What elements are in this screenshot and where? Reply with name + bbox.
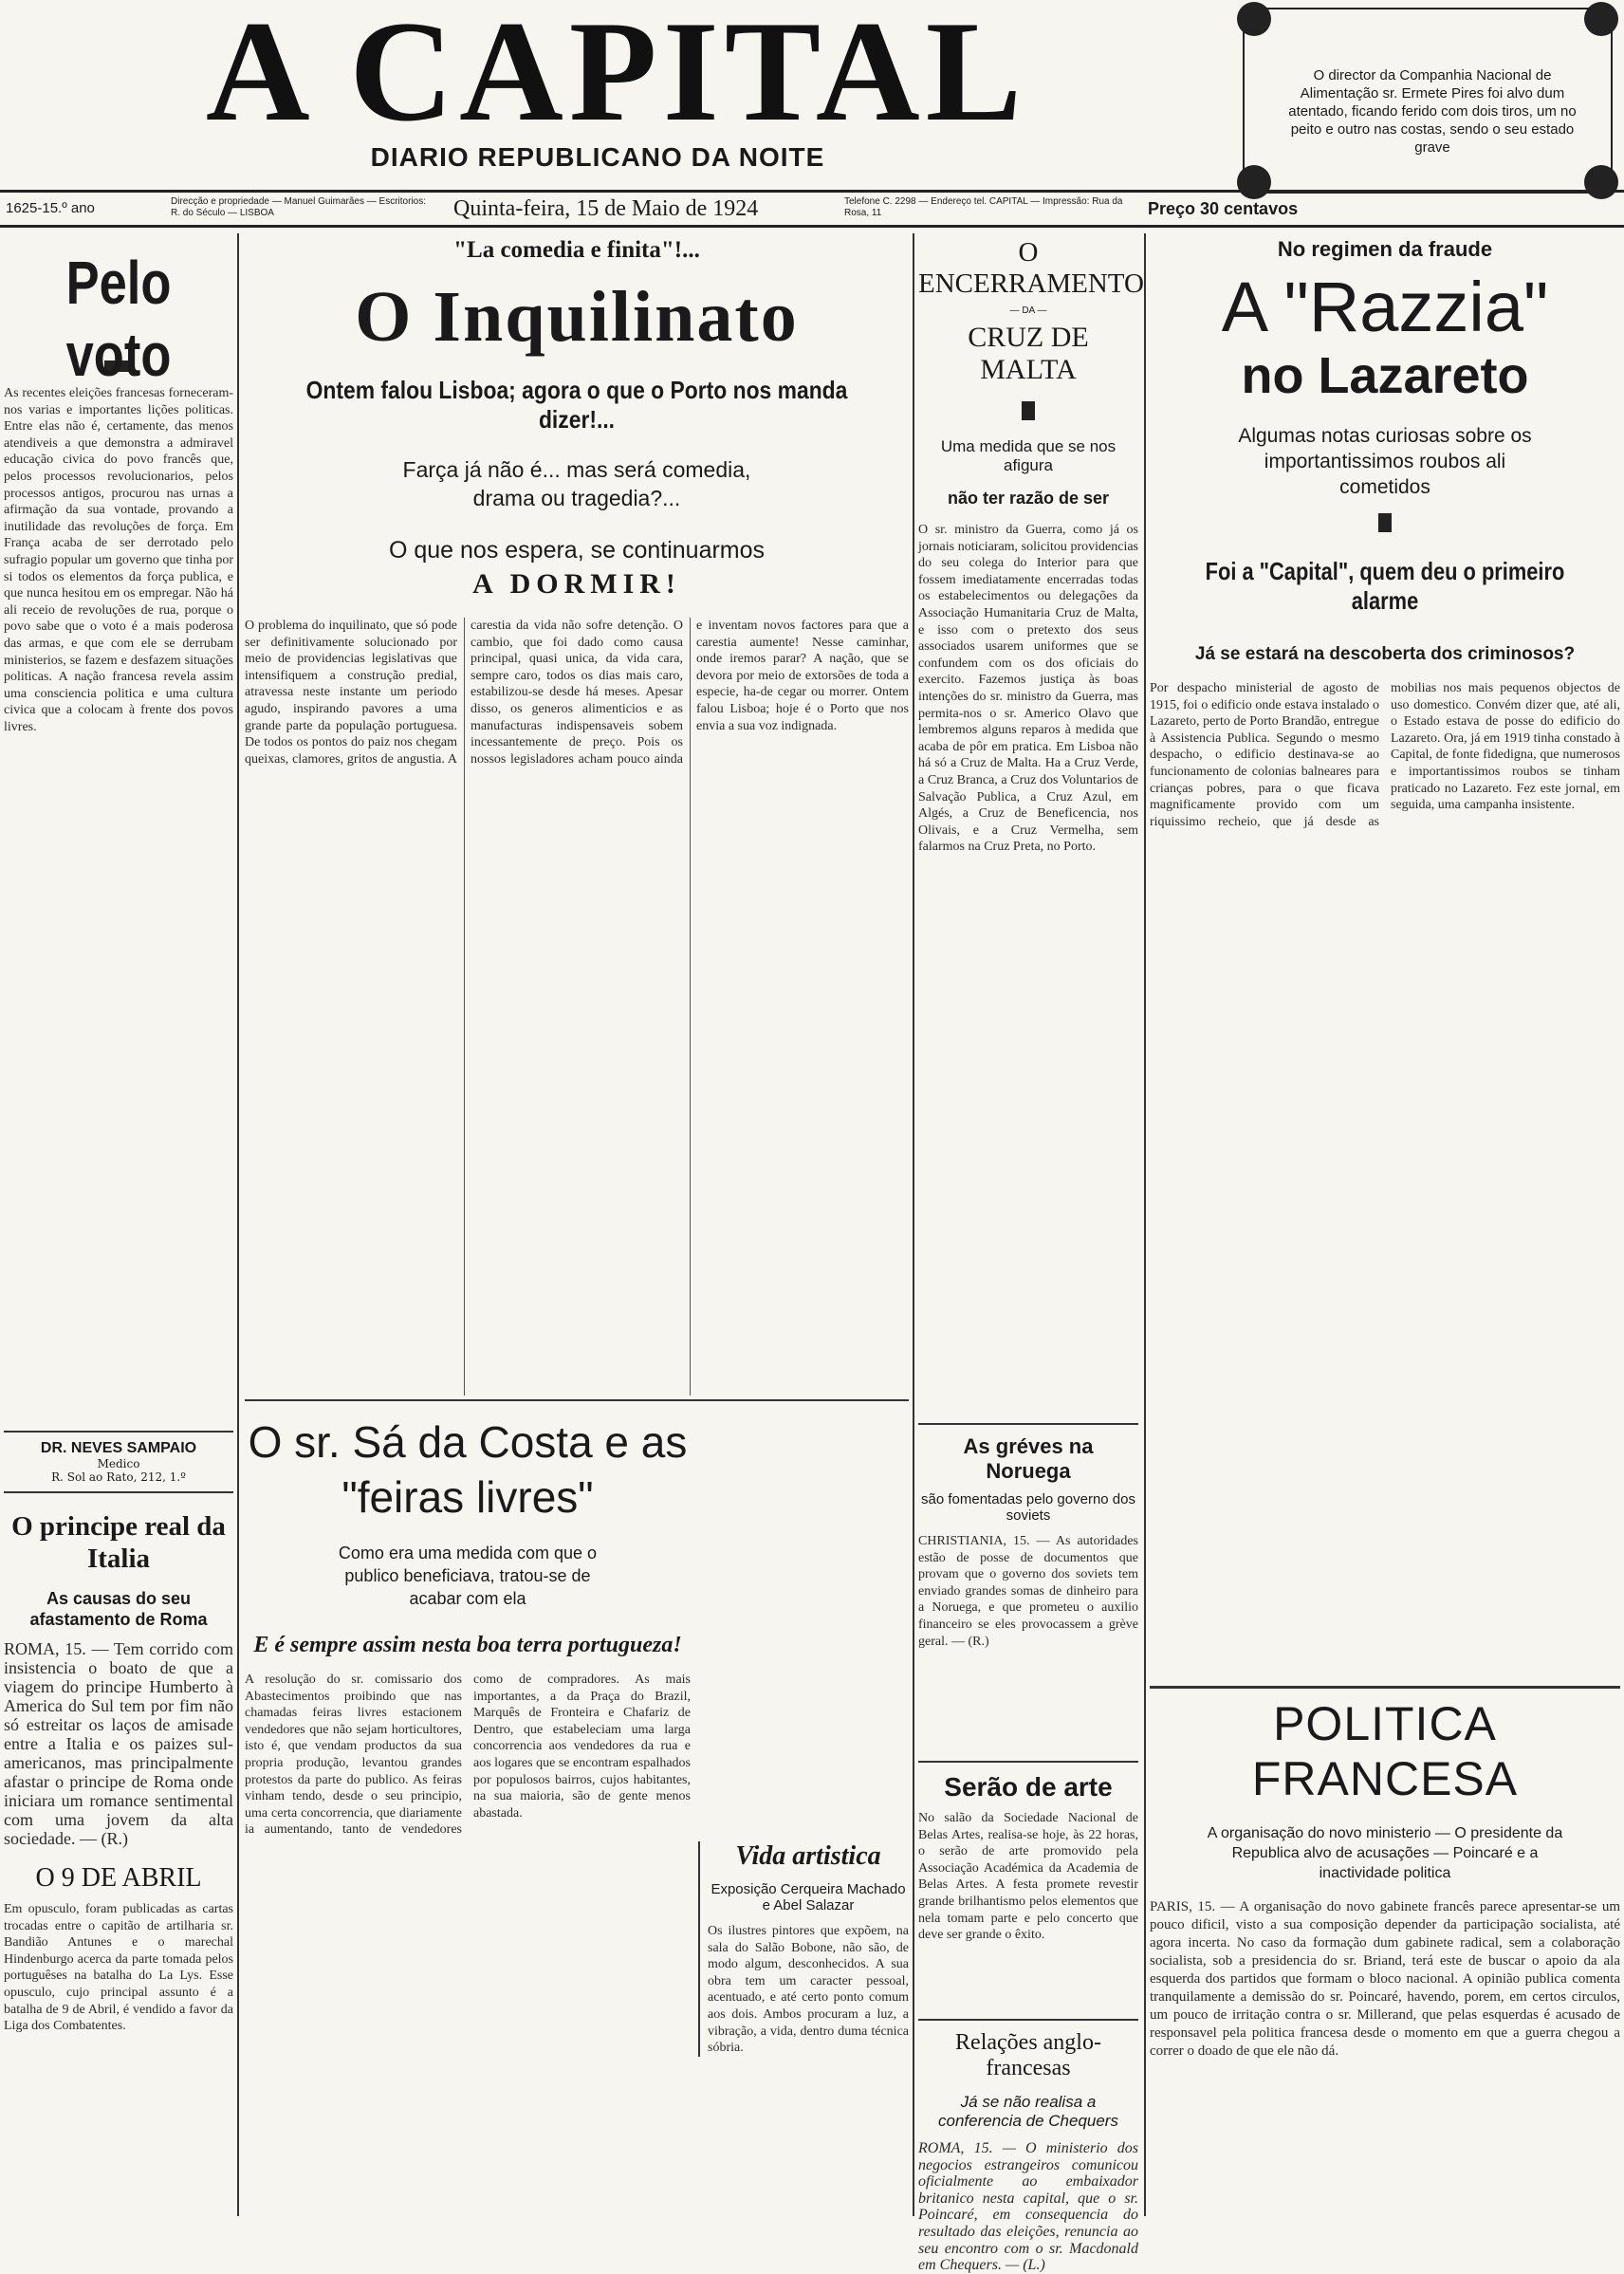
article-title: CRUZ DE MALTA (968, 322, 1089, 385)
article-title: Relações anglo-francesas (955, 2030, 1101, 2080)
article-body: PARIS, 15. — A organisação do novo gabinete francês parece apresentar-se um pouco dificil, visto a sua composição depender da participação socialista, até agora incerta. No caso da formação dum gabinete radical, sem a colaboração socialista, sob a presidencia do sr. Briand, terá este de buscar o apoio da ala esquerda dos partidos que formam o bloco nacional. A opinião publica comenta tranquilamente a demissão do sr. Poincaré, havendo, porem, em certos circulos, um pouco de irritação contra o sr. Millerand, que pelas esquerdas é acusado de responsavel pela politica francesa desde o momento em que a guerra chegou a correr o doado de que ele não dá. (1150, 1899, 1620, 2059)
article-subtitle: Já se não realisa a conferencia de Chequers (938, 2093, 1118, 2130)
article-title: Pelo voto (65, 249, 172, 389)
column-right (1150, 237, 1620, 2210)
issue-date: Quinta-feira, 15 de Maio de 1924 (453, 196, 759, 221)
article-deck: Foi a "Capital", quem deu o primeiro alarme (1205, 557, 1565, 615)
info-bar (0, 190, 1624, 228)
article-body: CHRISTIANIA, 15. — As autoridades estão de posse de documentos que provam que o governo dos soviets tem enviado grandes somas de dinheiro para a Noruega, e que prometeu o auxilio financeiro se eles provocassem a grève geral. — (R.) (918, 1534, 1138, 1649)
article-deck: A organisação do novo ministerio — O presidente da Republica alvo de acusações — Poincaré e a inactividade politica (1207, 1825, 1563, 1881)
article-body: ROMA, 15. — O ministerio dos negocios estrangeiros comunicou oficialmente ao embaixador britanico nesta capital, que o sr. Poincaré, em consequencia do resultado das eleições, renuncia ao seu encontro com o sr. Macdonald em Chequers. — (L.) (918, 2140, 1138, 2274)
article-body: Por despacho ministerial de agosto de 1915, foi o edificio onde estava instalado o Lazareto, perto de Porto Brandão, entregue à Assistencia Publica. Segundo o mesmo despacho, o edificio destinava-se ao funcionamento de colonias balneares para crianças pobres, para o que ficava magnificamente provido com um riquissimo recheio, que já desde as mobilias nos mais pequenos objectos de uso domestico. Convém dizer que, até ali, o Estado estava de posse do edificio do Lazareto. Ora, já em 1919 tinha constado à Capital, de fonte fidedigna, que numerosos e importantissimos roubos se tinham praticado no Lazareto. Fez este jornal, em seguida, uma campanha insistente. (1150, 681, 1620, 829)
article-title: Vida artistica (735, 1841, 881, 1871)
article-title: O sr. Sá da Costa e as "feiras livres" (248, 1417, 688, 1522)
column-rule (913, 233, 914, 2216)
article-body: O problema do inquilinato, que só pode ser definitivamente solucionado por meio de providencias legislativas que intensifiquem a construção predial, atravessa neste instante um periodo agudo, inspirando pavores a uma grande parte da população portuguesa. De todos os pontos do paiz nos chegam queixas, clamores, gritos de angustia. A carestia da vida não sofre detenção. O cambio, que foi dado como causa principal, quasi unica, da vida cara, sempre caro, todos os dias mais caro, estabilizou-se desde há meses. Apesar disso, os generos alimenticios e as manufacturas indispensaveis sobem incessantemente de preço. Pois os nossos legisladores acham pouco ainda e inventam novos factores para que a carestia aumente! Nesse caminhar, onde iremos parar? A nação, que se devora por meio de extorsões de toda a especie, ha-de cegar ou morrer. Ontem falou Lisboa; hoje é o Porto que nos envia a sua voz indignada. (245, 619, 909, 767)
corner-ornament-icon (1584, 2, 1618, 36)
corner-ornament-icon (1237, 2, 1271, 36)
column-left (4, 237, 233, 2210)
article-deck: A DORMIR! (472, 568, 681, 600)
article-kicker: O ENCERRAMENTO (918, 237, 1144, 299)
column-center (245, 237, 909, 2210)
article-subtitle: As causas do seu afastamento de Roma (29, 1589, 208, 1629)
doctor-address: R. Sol ao Rato, 212, 1.º (51, 1470, 186, 1484)
column-rule (237, 233, 239, 2216)
doctor-ad (4, 1431, 233, 1493)
article-title: O principe real da Italia (11, 1511, 226, 1574)
separator-icon (1022, 401, 1035, 420)
article-subtitle: são fomentadas pelo governo dos soviets (921, 1491, 1135, 1524)
price: Preço 30 centavos (1148, 199, 1299, 218)
notice-text: O director da Companhia Nacional de Alimentação sr. Ermete Pires foi alvo dum atentado, ficando ferido com dois tiros, um no peito e outro nas costas, sendo o seu estado grave (1288, 67, 1577, 156)
article-title: no Lazareto (1241, 347, 1529, 404)
newspaper-title: A CAPITAL (205, 0, 1028, 151)
article-body: As recentes eleições francesas forneceram-nos varias e importantes lições politicas. Entre elas não é, certamente, das menos atendiveis a que demonstra a admiravel educação civica do povo francês que, pelos processos revolucionarios, pelos processos antigos, procurou nas urnas a afirmação da sua vontade, provando a inutilidade das revoluções de força. Em França acaba de ser derrotado pelo sufragio popular um governo que tinha por si todos os elementos da força publica, e que nunca hesitou em os empregar. Não há ali receio de revoluções de rua, porque o povo sabe que o voto é a mais poderosa das armas, e que com ele se derrubam ministerios, se fazem e desfazem situações politicas. A nação francesa revela assim uma consciencia politica e uma cultura civica que a colocam à frente dos povos livres. (4, 386, 233, 734)
article-title: Serão de arte (944, 1772, 1113, 1802)
vida-artistica-article (698, 1841, 909, 2057)
issue-number: 1625-15.º ano (6, 200, 95, 216)
article-deck: Ontem falou Lisboa; agora o que o Porto nos manda dizer!... (305, 376, 848, 434)
article-deck: Como era uma medida com que o publico beneficiava, tratou-se de acabar com ela (338, 1544, 598, 1608)
article-title: O Inquilinato (355, 277, 799, 357)
article-deck: E é sempre assim nesta boa terra portugueza! (253, 1633, 682, 1657)
direction-info: Direcção e propriedade — Manuel Guimarães — Escritorios: R. do Século — LISBOA (171, 196, 426, 218)
article-kicker: No regimen da fraude (1277, 237, 1493, 261)
column-center-right (918, 237, 1144, 2274)
article-body: A resolução do sr. comissario dos Abastecimentos proibindo que nas chamadas feiras livres estacionem vendedores que não sejam horticultores, isto é, que vendam productos da sua propria produção, levantou grandes protestos da parte do publico. As feiras vinham tendo, desde o seu principio, uma certa concorrencia, que diariamente ia aumentando, tanto de vendedores como de compradores. As mais importantes, a da Praça do Brazil, Marquês de Fronteira e Chafariz de Dentro, que estabeleciam uma larga concorrencia aos vendedores da rua e aos logares que se encontram espalhados por populosos bairros, cujos habitantes, na sua maioria, são de gente menos abastada. (245, 1673, 691, 1838)
telephone-info: Telefone C. 2298 — Endereço tel. CAPITAL — Impressão: Rua da Rosa, 11 (844, 196, 1123, 218)
article-deck: Uma medida que se nos afigura (940, 437, 1116, 474)
article-subtitle: Exposição Cerqueira Machado e Abel Salazar (710, 1881, 906, 1913)
column-rule (1144, 233, 1146, 2216)
article-title: O 9 DE ABRIL (35, 1863, 202, 1893)
separator-icon (1378, 513, 1392, 532)
article-body: O sr. ministro da Guerra, como já os jornais noticiaram, solicitou providencias do seu colega do Interior para que fossem imediatamente encerradas todas os estabelecimentos ou delegações da Associação Humanitaria Cruz de Malta, e isso com o pretexto dos seus associados usarem uniformes que se confundem com os dos oficiais do exercito. Fazemos justiça às boas intenções do sr. ministro da Guerra, mas permita-nos o sr. Americo Olavo que lembremos alguns reparos à medida que acaba de pôr em pratica. Em Lisboa não há só a Cruz de Malta. Ha a Cruz Verde, a Cruz Branca, a Cruz dos Voluntarios de Salvação Publica, a Cruz Azul, em Algés, a Cruz de Beneficencia, nos Olivais, e a Cruz Vermelha, sem falarmos na Cruz Preta, no Porto. (918, 523, 1138, 855)
article-title: POLITICA FRANCESA (1251, 1697, 1519, 1805)
article-deck: não ter razão de ser (947, 489, 1110, 508)
newspaper-subtitle: DIARIO REPUBLICANO DA NOITE (370, 142, 825, 172)
article-body: Em opusculo, foram publicadas as cartas trocadas entre o capitão de artilharia sr. Bandião Antunes e o marechal Hindenburgo acerca da parte tomada pelos portuguêses na batalha do La Lys. Esse opusculo, cujo principal assunto é a batalha de 9 de Abril, é vendido a favor da Liga dos Combatentes. (4, 1902, 233, 2034)
article-body: No salão da Sociedade Nacional de Belas Artes, realisa-se hoje, às 22 horas, o serão de arte promovido pela Associação Académica da Academia de Belas Artes. A festa promete revestir grande brilhantismo pelos elementos que nela tomam parte e pelo concerto que deve ser grande o êxito. (918, 1811, 1138, 1943)
masthead (0, 0, 1624, 190)
notice-box (1243, 8, 1613, 194)
article-title: A "Razzia" (1221, 268, 1549, 346)
article-body: ROMA, 15. — Tem corrido com insistencia o boato de que a viagem do principe Humberto à America do Sul tem por fim não só estreitar os laços de amisade entre a Italia e os paizes sul-americanos, mas principalmente afastar o principe de Roma onde iniciara um romance sentimental com uma jovem da alta sociedade. — (R.) (4, 1639, 233, 1848)
article-deck: O que nos espera, se continuarmos (388, 537, 766, 564)
sa-costa-article (245, 1405, 691, 2203)
article-deck: Algumas notas curiosas sobre os importantissimos roubos ali cometidos (1238, 425, 1532, 498)
article-deck: Farça já não é... mas será comedia, drama ou tragedia?... (402, 457, 751, 510)
article-deck: Já se estará na descoberta dos criminosos? (1194, 644, 1576, 664)
article-title: As gréves na Noruega (963, 1434, 1094, 1483)
article-body: Os ilustres pintores que expõem, na sala do Salão Bobone, não são, de modo algum, desconhecidos. A sua obra tem um caracter pessoal, acentuado, e até certo ponto comum aos dois. Ambos procuram a luz, a vibração, a vida, dentro duma técnica sóbria. (708, 1924, 909, 2056)
doctor-role: Medico (97, 1457, 140, 1470)
doctor-name: DR. NEVES SAMPAIO (40, 1440, 197, 1456)
article-kicker: — DA — (1009, 305, 1047, 316)
article-kicker: "La comedia e finita"!... (453, 237, 700, 263)
